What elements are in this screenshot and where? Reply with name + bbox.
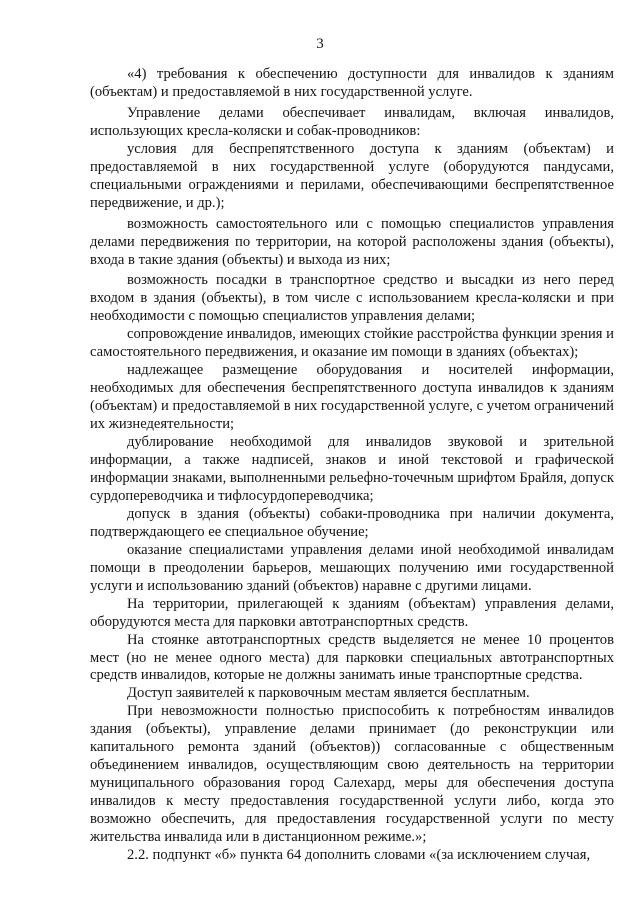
paragraph-braille-duplication: дублирование необходимой для инвалидов звуковой и зрительной информации, а также надписей, знаков и иной текстовой и графической информации знаками, выполненными рельефно-точечным шрифтом Брайля, допуск сурдопереводчика и тифлосурдопереводчика; [90, 434, 614, 504]
paragraph-independent-movement: возможность самостоятельного или с помощью специалистов управления делами передвижения по территории, на которой расположены здания (объекты), входа в такие здания (объекты) и выхода из них; [90, 215, 614, 268]
paragraph-parking-allocation: На стоянке автотранспортных средств выделяется не менее 10 процентов мест (но не менее одного места) для парковки специальных автотранспортных средств инвалидов, которые не должны занимать иные транспортные средства. [90, 631, 614, 684]
paragraph-access-conditions: условия для беспрепятственного доступа к зданиям (объектам) и предоставляемой в них государственной услуге (оборудуются пандусами, специальными ограждениями и перилами, обеспечивающими беспрепятственное передвижение, и др.); [90, 140, 614, 211]
paragraph-management-provides: Управление делами обеспечивает инвалидам, включая инвалидов, использующих кресла-коляски и собак-проводников: [90, 104, 614, 139]
document-body [90, 66, 614, 865]
paragraph-adaptation-measures: При невозможности полностью приспособить к потребностям инвалидов здания (объекты), управление делами принимает (до реконструкции или капитального ремонта зданий (объектов)) согласованные с общественным объединением инвалидов, осуществляющим свою деятельность на территории муниципального образования город Салехард, меры для обеспечения доступа инвалидов к месту предоставления государственной услуги либо, когда это возможно обеспечить, для предоставления государственной услуги по месту жительства инвалида или в дистанционном режиме.»; [90, 703, 614, 846]
paragraph-escort: сопровождение инвалидов, имеющих стойкие расстройства функции зрения и самостоятельного передвижения, и оказание им помощи в зданиях (объектах); [90, 326, 614, 361]
paragraph-equipment-placement: надлежащее размещение оборудования и носителей информации, необходимых для обеспечения беспрепятственного доступа инвалидов к зданиям (объектам) и предоставляемой в них государственной услуге, с учетом ограничений их жизнедеятельности; [90, 362, 614, 433]
paragraph-guide-dog-admission: допуск в здания (объекты) собаки-проводника при наличии документа, подтверждающего ее специальное обучение; [90, 505, 614, 540]
paragraph-free-parking: Доступ заявителей к парковочным местам является бесплатным. [127, 685, 530, 702]
paragraph-vehicle-boarding: возможность посадки в транспортное средство и высадки из него перед входом в здания (объекты), в том числе с использованием кресла-коляски и при необходимости с помощью специалистов управления делами; [90, 272, 614, 325]
paragraph-parking-places: На территории, прилегающей к зданиям (объектам) управления делами, оборудуются места для парковки автотранспортных средств. [90, 595, 614, 630]
paragraph-amendment-2-2: 2.2. подпункт «б» пункта 64 дополнить словами «(за исключением случая, [127, 846, 591, 863]
paragraph-accessibility-requirements: «4) требования к обеспечению доступности для инвалидов к зданиям (объектам) и предоставляемой в них государственной услуге. [90, 66, 614, 100]
page-number: 3 [316, 36, 324, 52]
paragraph-barrier-assistance: оказание специалистами управления делами иной необходимой инвалидам помощи в преодолении барьеров, мешающих получению ими государственной услуги и использованию зданий (объектов) наравне с другими лицами. [90, 541, 614, 594]
